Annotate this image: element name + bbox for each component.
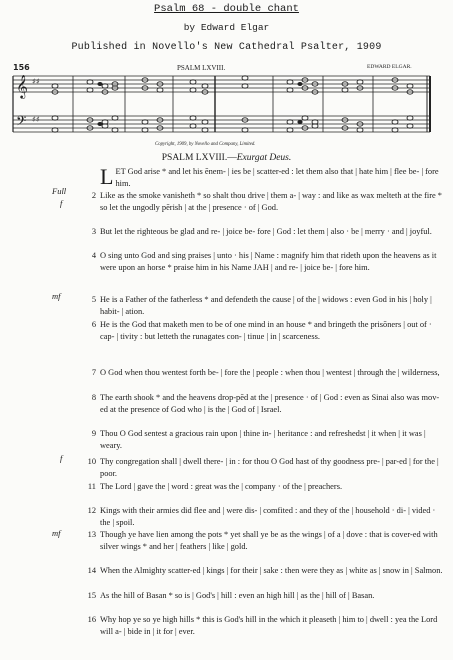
publication-note: Published in Novello's New Cathedral Psalter, 1909 [71,42,382,53]
verse-text: The earth shook * and the heavens drop-pēd at the | presence · of | God : even as Sinai also was mov-ed at the presence of God who | is the | God of | Israel. [100,393,440,414]
verse-text: ET God arise * and let his ēnem- | ies be | scatter-ed : let them also that | hate him | flee be- | fore him. [115,167,439,188]
verse [91,226,445,238]
verse-text: When the Almighty scatter-ed | kings | for their | sake : then were they as | white as | snow in | Salmon. [100,566,443,575]
verse-number: 14 [87,566,96,575]
verse-number: 13 [87,530,96,539]
verse [87,529,445,553]
svg-text:♯♯: ♯♯ [32,115,40,124]
verse [87,565,445,577]
psalm-heading-title: PSALM LXVIII.— [161,153,237,163]
verse-number: 15 [87,591,96,600]
verse-text: Thy congregation shall | dwell there- | in : for thou O God hast of thy goodness pre- | par-ed | for the | poor. [100,457,439,478]
svg-text:𝄞: 𝄞 [16,74,28,98]
verse-number: 11 [87,482,96,491]
verse-text: Though ye have lien among the pots * yet shall ye be as the wings | of a | dove : that is cover-ed with silver wings * and her | feathers | like | gold. [100,530,438,551]
dynamic-mf: mf [52,291,61,301]
verse-number: 2 [91,191,96,200]
verse-text: He is the God that maketh men to be of one mind in an house * and bringeth the prisōners | out of · cap- | tivity : but letteth the runagates con- | tinue | in | scarceness. [100,320,432,341]
verse [91,428,445,452]
verse-text: Thou O God sentest a gracious rain upon | thine in- | heritance : and refreshedst | it when | it was | weary. [100,429,426,450]
dynamic-mf: mf [52,528,61,538]
verse-text: O sing unto God and sing praises | unto · his | Name : magnify him that rideth upon the heavens as it were upon an horse * praise him in his Name JAH | and re- | joice be- | fore him. [100,251,437,272]
verse [87,481,445,493]
verse [100,166,445,190]
verse-text: As the hill of Basan * so is | God's | hill : even an high hill | as the | hill of | Basan. [100,591,375,600]
verse [87,456,445,480]
verse-text: The Lord | gave the | word : great was the | company · of the | preachers. [100,482,343,491]
dynamic-f: f [60,453,63,463]
document-title: Psalm 68 - double chant [154,3,299,15]
verse [91,250,445,274]
verse-number: 10 [87,457,96,466]
verse-number: 3 [91,227,96,236]
verse-number: 8 [91,393,96,402]
verse-number: 6 [91,320,96,329]
verse [91,367,445,379]
score-copyright: Copyright, 1909, by Novello and Company, Limited. [155,142,256,147]
verse [91,190,445,214]
verse-text: But let the righteous be glad and re- | joice be- fore | God : let them | also · be | merry · and | joyful. [100,227,432,236]
verse-number: 4 [91,251,96,260]
verse-number: 16 [87,615,96,624]
verse-text: Why hop ye so ye high hills * this is God's hill in the which it pleaseth | him to | dwell : yea the Lord will a- | bide in | it for | ever. [100,615,438,636]
score-composer: EDWARD ELGAR. [367,64,412,70]
verse-number: 9 [91,429,96,438]
verse [91,294,445,318]
verse [91,392,445,416]
verse [91,319,445,343]
verse-text: Like as the smoke vanisheth * so shalt thou drive | them a- | way : and like as wax melteth at the fire * so let the ungodly pērish | at the | presence · of | God. [100,191,442,212]
verse [87,614,445,638]
verse-text: O God when thou wentest forth be- | fore the | people : when thou | wentest | through the | wilderness, [100,368,440,377]
drop-cap: L [100,164,114,189]
score-psalm-label: PSALM LXVIII. [177,64,226,72]
dynamic-full: Full [52,186,67,196]
psalm-heading [0,153,453,163]
psalm-heading-subtitle: Exurgat Deus. [236,153,292,163]
svg-text:♯♯: ♯♯ [32,77,40,86]
verse-text: He is a Father of the fatherless * and defendeth the cause | of the | widows : even God in his | holy | habit- | ation. [100,295,432,316]
verse-text: Kings with their armies did flee and | were dis- | comfited : and they of the | household · di- | vided · the | spoil. [100,506,436,527]
verse-number: 12 [87,506,96,515]
verse [87,590,445,602]
verse-number: 7 [91,368,96,377]
svg-text:𝄢: 𝄢 [16,113,27,132]
document-author: by Edward Elgar [183,22,270,33]
verse [87,505,445,529]
verse-number: 5 [91,295,96,304]
chant-number: 156 [13,63,30,72]
dynamic-f: f [60,198,63,208]
